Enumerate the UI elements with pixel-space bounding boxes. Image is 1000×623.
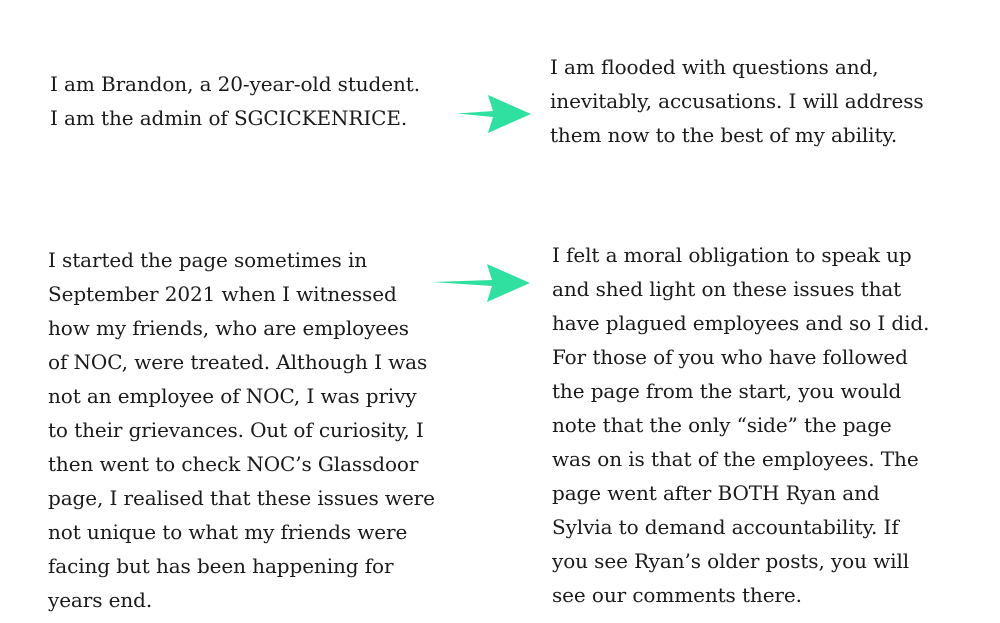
text-line: years end. <box>48 588 153 612</box>
text-line: I felt a moral obligation to speak up <box>552 243 912 267</box>
motivation-paragraph <box>552 238 929 612</box>
text-line: and shed light on these issues that <box>552 277 902 301</box>
response-paragraph <box>550 50 924 152</box>
text-line: Sylvia to demand accountability. If <box>552 515 899 539</box>
text-line: September 2021 when I witnessed <box>48 282 397 306</box>
text-line: I am the admin of SGCICKENRICE. <box>50 106 408 130</box>
text-line: page went after BOTH Ryan and <box>552 481 880 505</box>
text-line: I started the page sometimes in <box>48 248 368 272</box>
text-line: then went to check NOC’s Glassdoor <box>48 452 419 476</box>
intro-paragraph <box>50 67 420 135</box>
text-line: how my friends, who are employees <box>48 316 409 340</box>
text-line: have plagued employees and so I did. <box>552 311 930 335</box>
text-line: them now to the best of my ability. <box>550 123 898 147</box>
arrow-right-icon-shape <box>432 264 530 302</box>
text-line: I am Brandon, a 20-year-old student. <box>50 72 420 96</box>
text-line: note that the only “side” the page <box>552 413 892 437</box>
arrow-right-icon <box>457 92 531 136</box>
text-line: not an employee of NOC, I was privy <box>48 384 417 408</box>
text-line: not unique to what my friends were <box>48 520 408 544</box>
text-line: For those of you who have followed <box>552 345 908 369</box>
text-line: I am flooded with questions and, <box>550 55 879 79</box>
text-line: inevitably, accusations. I will address <box>550 89 924 113</box>
arrow-right-icon <box>432 262 530 304</box>
text-line: page, I realised that these issues were <box>48 486 435 510</box>
history-paragraph <box>48 243 435 617</box>
text-line: the page from the start, you would <box>552 379 902 403</box>
arrow-right-icon-shape <box>457 95 531 133</box>
text-line: facing but has been happening for <box>48 554 394 578</box>
text-line: to their grievances. Out of curiosity, I <box>48 418 424 442</box>
text-line: see our comments there. <box>552 583 802 607</box>
text-line: you see Ryan’s older posts, you will <box>552 549 910 573</box>
text-line: of NOC, were treated. Although I was <box>48 350 428 374</box>
text-line: was on is that of the employees. The <box>552 447 919 471</box>
